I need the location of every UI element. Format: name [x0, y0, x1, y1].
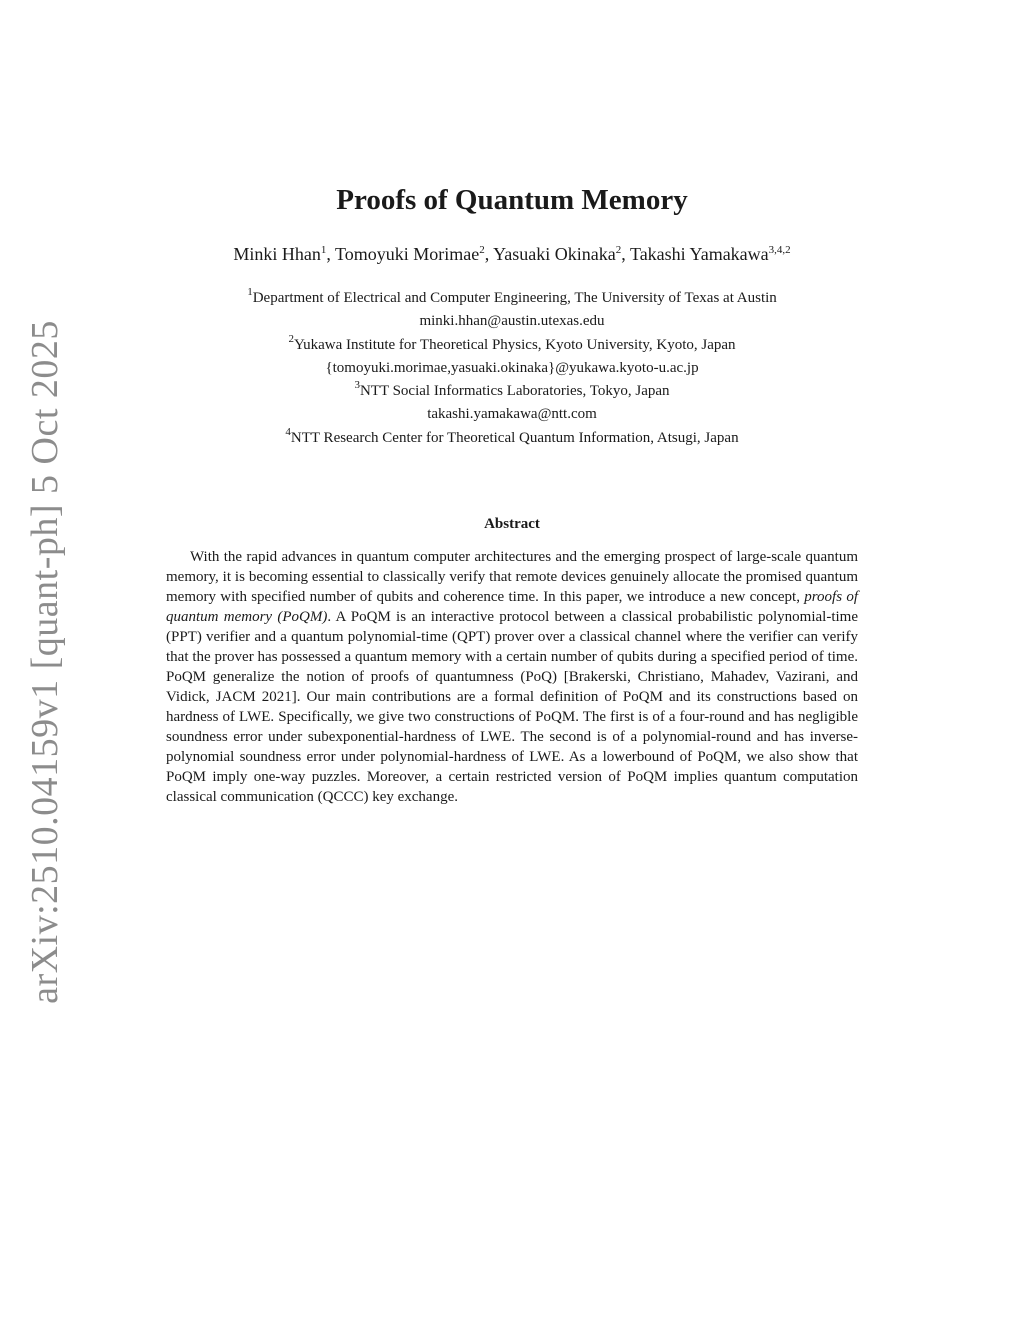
affiliation-line	[0, 287, 1024, 310]
affiliation-text: Yukawa Institute for Theoretical Physics, Kyoto University, Kyoto, Japan	[293, 336, 736, 353]
author-email	[0, 310, 1024, 333]
abstract-emphasis: proofs of quantum memory (PoQM)	[166, 589, 859, 625]
affiliation-mark: 4	[285, 425, 291, 438]
abstract-text: With the rapid advances in quantum computer architectures and the emerging prospect of large-scale quantum memory, it is becoming essential to classically verify that remote devices genuinely allocate the promised quantum memory with specified number of qubits and coherence time. In this paper, we introduce a new concept,	[166, 549, 858, 605]
affiliation-line	[0, 427, 1024, 450]
affiliation-line	[0, 380, 1024, 403]
author-affiliation-mark: 3,4,2	[768, 244, 791, 256]
author-separator: ,	[621, 244, 630, 264]
author-separator: ,	[326, 244, 336, 264]
affiliation-text: NTT Social Informatics Laboratories, Tokyo, Japan	[359, 383, 670, 400]
author-affiliation-mark: 2	[615, 244, 622, 256]
author-email	[0, 357, 1024, 380]
affiliation-text: takashi.yamakawa@ntt.com	[427, 406, 597, 423]
affiliation-text: minki.hhan@austin.utexas.edu	[419, 313, 605, 330]
author-name: Yasuaki Okinaka	[493, 244, 616, 264]
affiliation-text: Department of Electrical and Computer Engineering, The University of Texas at Austin	[252, 290, 777, 306]
abstract-heading: Abstract	[484, 516, 540, 532]
author-name: Minki Hhan	[233, 244, 321, 264]
affiliation-text: NTT Research Center for Theoretical Quantum Information, Atsugi, Japan	[290, 429, 739, 446]
abstract-paragraph	[166, 547, 858, 807]
author-affiliation-mark: 2	[479, 244, 485, 256]
author-affiliation-mark: 1	[320, 244, 327, 256]
abstract-text: . A PoQM is an interactive protocol between a classical probabilistic polynomial-time (PPT) verifier and a quantum polynomial-time (QPT) prover over a classical channel where the verifier can verify that the prover has possessed a quantum memory with a certain number of qubits during a specified period of time. PoQM generalize the notion of proofs of quantumness (PoQ) [Brakerski, Christiano, Mahadev, Vazirani, and Vidick, JACM 2021]. Our main contributions are a formal definition of PoQM and its constructions based on hardness of LWE. Specifically, we give two constructions of PoQM. The first is of a four-round and has negligible soundness error under subexponential-hardness of LWE. The second is of a polynomial-round and has inverse-polynomial soundness error under polynomial-hardness of LWE. As a lowerbound of PoQM, we also show that PoQM imply one-way puzzles. Moreover, a certain restricted version of PoQM implies quantum computation classical communication (QCCC) key exchange.	[166, 609, 858, 805]
affiliation-block	[0, 287, 1024, 450]
author-separator: ,	[484, 244, 494, 264]
affiliation-text: {tomoyuki.morimae,yasuaki.okinaka}@yukawa.kyoto-u.ac.jp	[325, 359, 699, 376]
arxiv-identifier-stamp: arXiv:2510.04159v1 [quant-ph] 5 Oct 2025	[24, 320, 66, 1004]
author-list	[0, 244, 1024, 265]
affiliation-mark: 3	[354, 379, 360, 392]
paper-title: Proofs of Quantum Memory	[336, 184, 688, 216]
affiliation-mark: 1	[247, 286, 253, 298]
author-email	[0, 403, 1024, 426]
affiliation-mark: 2	[288, 332, 294, 345]
author-name: Tomoyuki Morimae	[335, 244, 480, 264]
author-name: Takashi Yamakawa	[629, 244, 769, 264]
affiliation-line	[0, 334, 1024, 357]
